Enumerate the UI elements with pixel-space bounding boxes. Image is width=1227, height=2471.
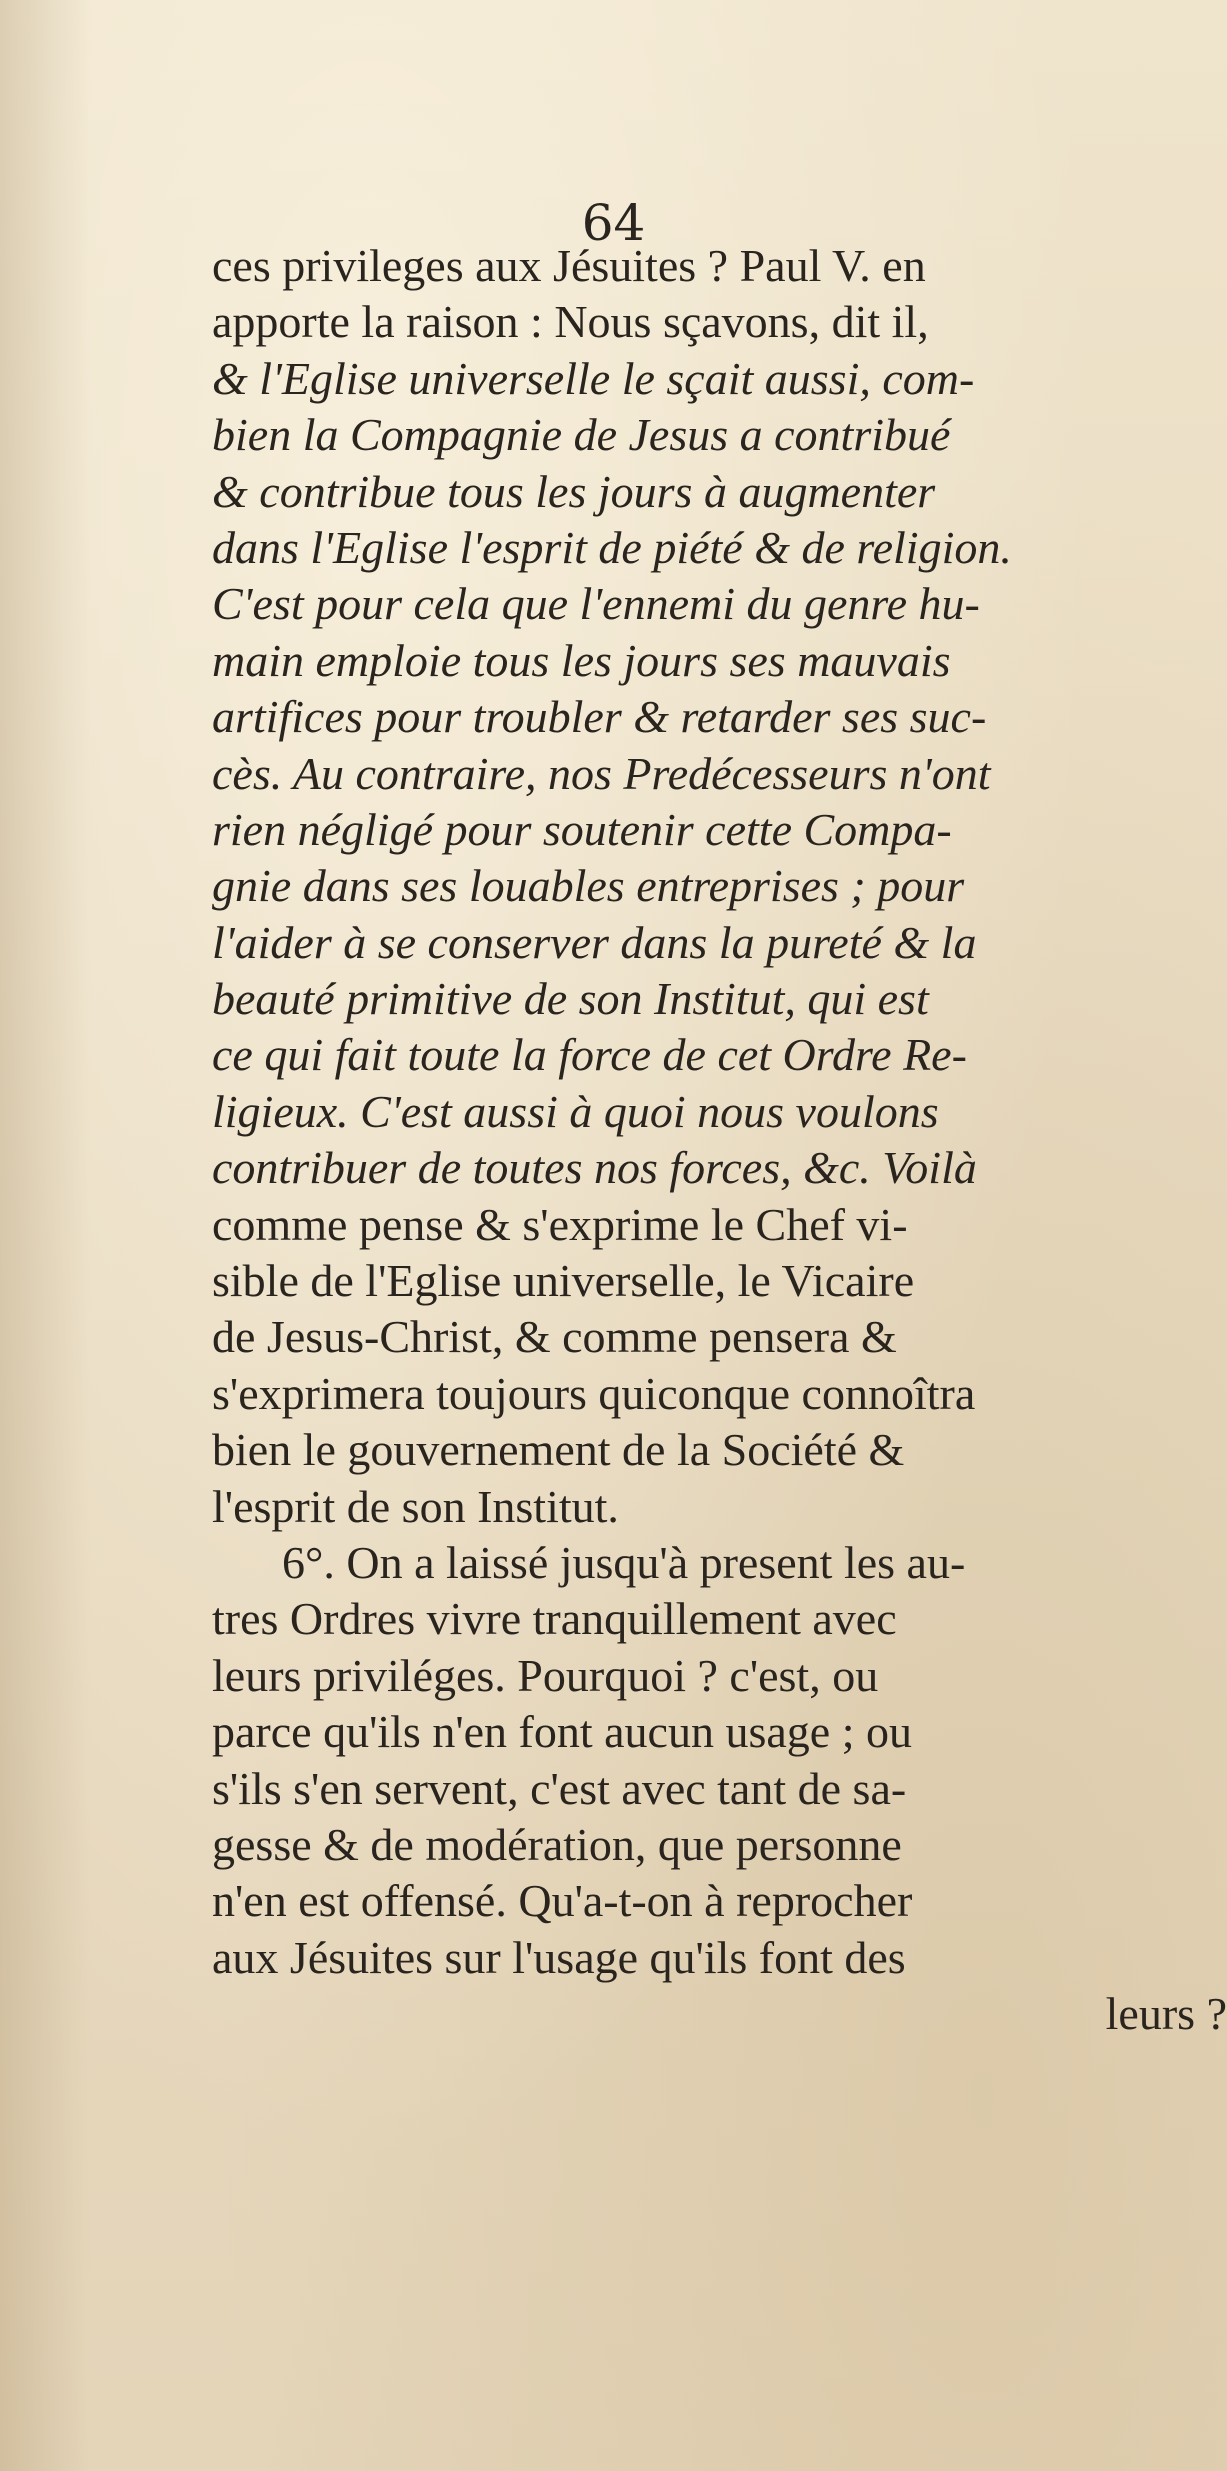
text-line: bien le gouvernement de la Société &: [212, 1424, 905, 1476]
text-line: contribuer de toutes nos forces, &c. Voilà: [212, 1142, 977, 1194]
catchword: leurs ?: [1105, 1988, 1227, 2040]
text-line: l'aider à se conserver dans la pureté & la: [212, 916, 977, 968]
text-line: sible de l'Eglise universelle, le Vicaire: [212, 1255, 915, 1307]
text-line: tres Ordres vivre tranquillement avec: [212, 1593, 897, 1645]
text-line: & contribue tous les jours à augmenter: [212, 465, 936, 517]
text-line: bien la Compagnie de Jesus a contribué: [212, 409, 951, 461]
text-line: parce qu'ils n'en font aucun usage ; ou: [212, 1706, 912, 1758]
text-line: s'exprimera toujours quiconque connoîtra: [212, 1367, 976, 1419]
text-line: gnie dans ses louables entreprises ; pour: [212, 860, 965, 912]
text-line: C'est pour cela que l'ennemi du genre hu-: [212, 578, 980, 630]
text-line: dans l'Eglise l'esprit de piété & de religion.: [212, 521, 1012, 573]
text-line: apporte la raison : Nous sçavons, dit il,: [212, 296, 929, 348]
page-number: 64: [581, 194, 646, 252]
text-line: n'en est offensé. Qu'a-t-on à reprocher: [212, 1875, 913, 1927]
text-line: main emploie tous les jours ses mauvais: [212, 634, 951, 686]
text-line: leurs priviléges. Pourquoi ? c'est, ou: [212, 1649, 879, 1701]
text-line: ligieux. C'est aussi à quoi nous voulons: [212, 1085, 939, 1137]
text-line: beauté primitive de son Institut, qui est: [212, 973, 929, 1025]
text-line: & l'Eglise universelle le sçait aussi, com-: [212, 352, 975, 404]
body-text: [212, 238, 1227, 2043]
text-line: artifices pour troubler & retarder ses suc-: [212, 691, 987, 743]
text-line: aux Jésuites sur l'usage qu'ils font des: [212, 1931, 906, 1983]
text-line: cès. Au contraire, nos Predécesseurs n'ont: [212, 747, 991, 799]
text-line: s'ils s'en servent, c'est avec tant de sa-: [212, 1762, 907, 1814]
text-line: comme pense & s'exprime le Chef vi-: [212, 1198, 908, 1250]
text-line: l'esprit de son Institut.: [212, 1480, 619, 1532]
text-line: rien négligé pour soutenir cette Compa-: [212, 803, 952, 855]
text-line: ces privileges aux Jésuites ? Paul V. en: [212, 240, 926, 291]
text-line: ce qui fait toute la force de cet Ordre Re-: [212, 1029, 967, 1081]
text-line: 6°. On a laissé jusqu'à present les au-: [282, 1536, 966, 1588]
text-line: de Jesus-Christ, & comme pensera &: [212, 1311, 897, 1363]
text-line: gesse & de modération, que personne: [212, 1818, 902, 1870]
